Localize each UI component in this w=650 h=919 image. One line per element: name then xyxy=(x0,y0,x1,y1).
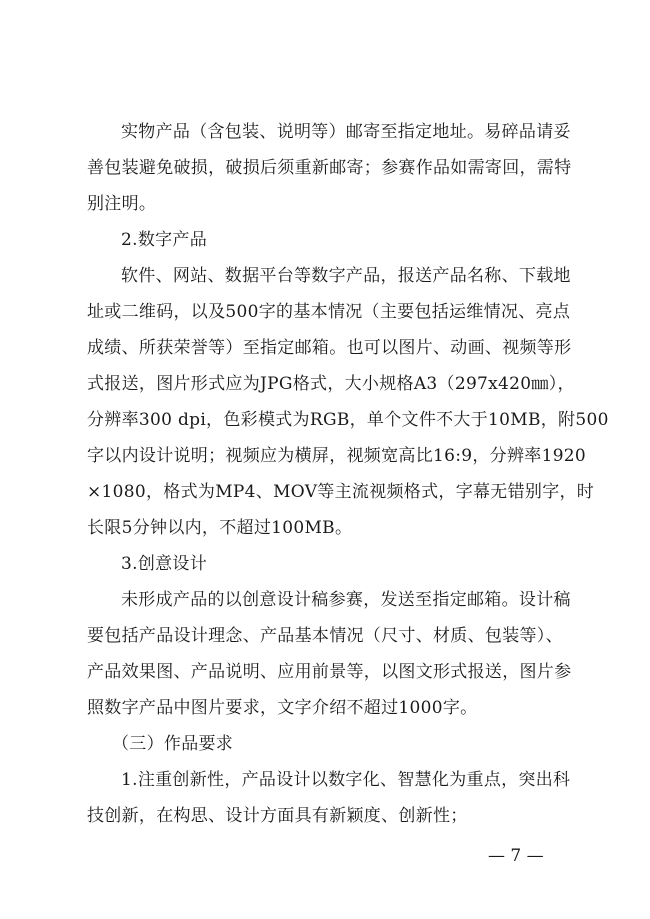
paragraph-line-1: 实物产品（含包装、说明等）邮寄至指定地址。易碎品请妥 xyxy=(121,122,571,142)
paragraph-line-9: 分辨率300 dpi，色彩模式为RGB，单个文件不大于10MB，附500 xyxy=(87,410,609,430)
section-heading-work-requirements: （三）作品要求 xyxy=(112,734,234,754)
paragraph-line-5: 软件、网站、数据平台等数字产品，报送产品名称、下载地 xyxy=(121,266,571,286)
paragraph-line-14: 未形成产品的以创意设计稿参赛，发送至指定邮箱。设计稿 xyxy=(121,590,571,610)
paragraph-line-16: 产品效果图、产品说明、应用前景等，以图文形式报送，图片参 xyxy=(87,662,572,682)
paragraph-line-8: 式报送，图片形式应为JPG格式，大小规格A3（297x420㎜）， xyxy=(87,374,575,394)
paragraph-line-6: 址或二维码，以及500字的基本情况（主要包括运维情况、亮点 xyxy=(87,302,571,322)
paragraph-line-3: 别注明。 xyxy=(87,194,157,214)
paragraph-line-10: 字以内设计说明；视频应为横屏，视频宽高比16:9，分辨率1920 xyxy=(87,446,587,466)
section-heading-digital-products: 2.数字产品 xyxy=(121,230,208,250)
paragraph-line-2: 善包装避免破损，破损后须重新邮寄；参赛作品如需寄回，需特 xyxy=(87,158,572,178)
paragraph-line-19: 1.注重创新性，产品设计以数字化、智慧化为重点，突出科 xyxy=(121,770,571,790)
paragraph-line-11: ×1080，格式为MP4、MOV等主流视频格式，字幕无错别字，时 xyxy=(87,482,595,502)
page-number: — 7 — xyxy=(488,846,544,866)
paragraph-line-12: 长限5分钟以内，不超过100MB。 xyxy=(87,518,353,538)
section-heading-creative-design: 3.创意设计 xyxy=(121,554,208,574)
paragraph-line-15: 要包括产品设计理念、产品基本情况（尺寸、材质、包装等）、 xyxy=(87,626,563,646)
paragraph-line-17: 照数字产品中图片要求，文字介绍不超过1000字。 xyxy=(87,698,478,718)
paragraph-line-7: 成绩、所获荣誉等）至指定邮箱。也可以图片、动画、视频等形 xyxy=(87,338,572,358)
paragraph-line-20: 技创新，在构思、设计方面具有新颖度、创新性； xyxy=(87,806,468,826)
